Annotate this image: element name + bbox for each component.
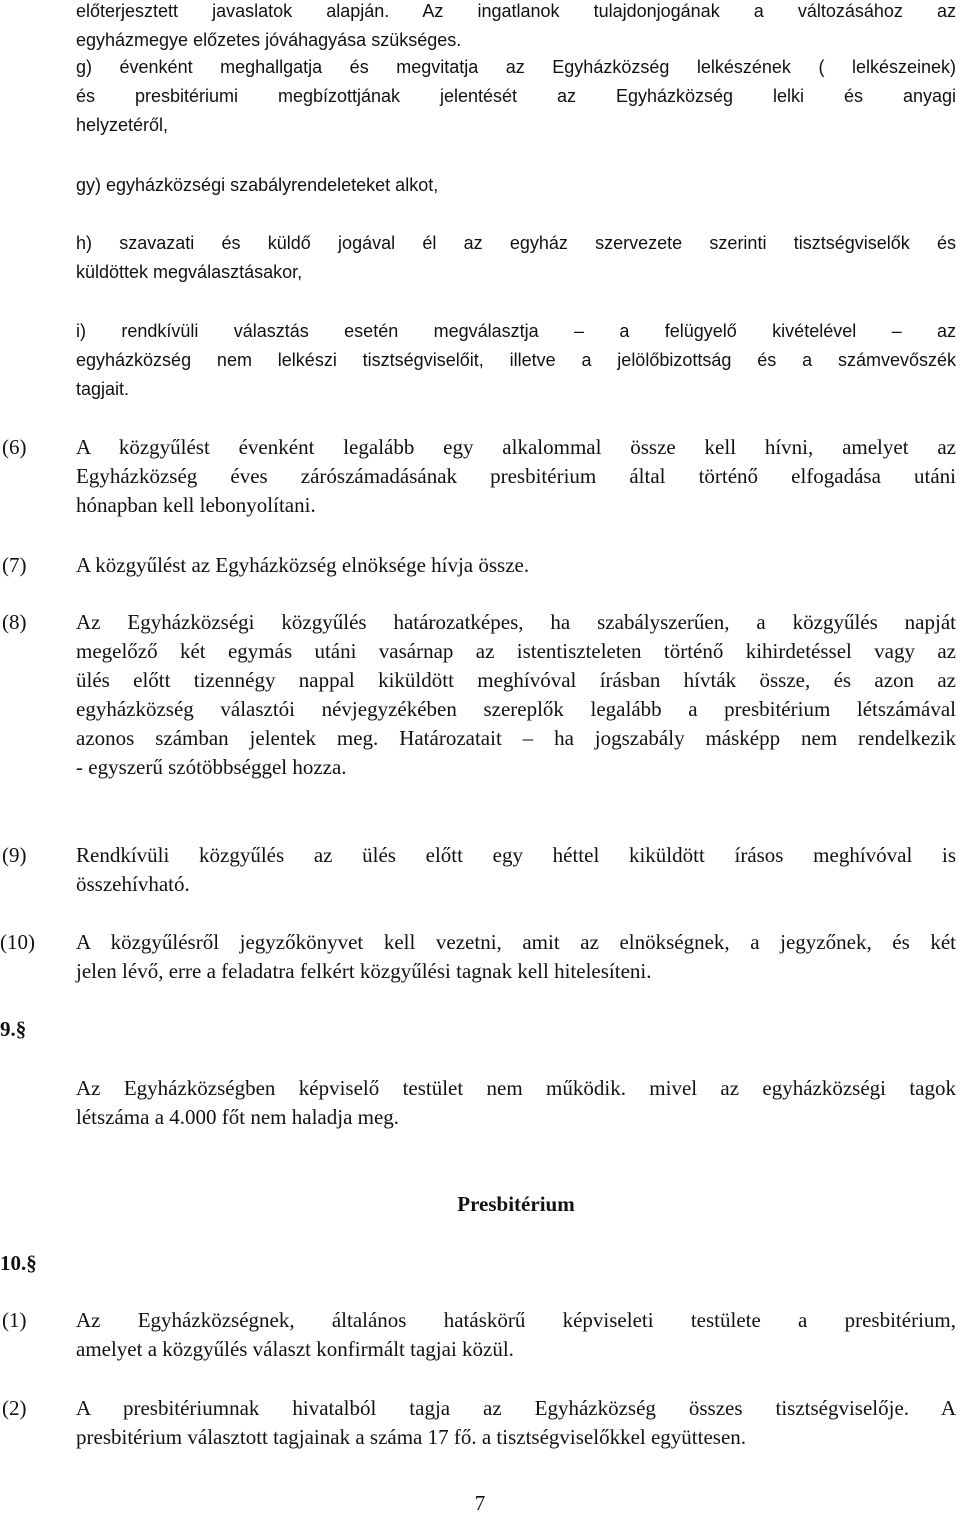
text-line: egyházmegye előzetes jóváhagyása szükséges. <box>76 30 462 50</box>
text-line: jelen lévő, erre a feladatra felkért közgyűlési tagnak kell hitelesíteni. <box>76 959 652 983</box>
item-h <box>76 229 956 287</box>
text-line: megelőző két egymás utáni vasárnap az istentiszteleten történő kihirdetéssel vagy az <box>76 639 956 663</box>
paragraph-6 <box>76 433 956 520</box>
paragraph-8 <box>76 608 956 782</box>
text-line: A közgyűlést évenként legalább egy alkalommal össze kell hívni, amelyet az <box>76 435 956 459</box>
text-line: A közgyűlésről jegyzőkönyvet kell vezetni, amit az elnökségnek, a jegyzőnek, és két <box>76 930 956 954</box>
text-line: Egyházközség éves zárószámadásának presbitérium által történő elfogadása utáni <box>76 464 956 488</box>
text-line: presbitérium választott tagjainak a száma 17 fő. a tisztségviselőkkel együttesen. <box>76 1425 747 1449</box>
section-label: 9.§ <box>0 1017 27 1041</box>
page-number: 7 <box>474 1491 486 1515</box>
text-line: azonos számban jelentek meg. Határozatait – ha jogszabály másképp nem rendelkezik <box>76 726 956 750</box>
paragraph-number: (2) <box>2 1396 27 1420</box>
item-gy <box>76 171 956 200</box>
text-line: - egyszerű szótöbbséggel hozza. <box>76 755 347 779</box>
text-line: egyházközség választói névjegyzékében szereplők legalább a presbitérium létszámával <box>76 697 956 721</box>
paragraph-number: (10) <box>0 930 35 954</box>
text-line: egyházközség nem lelkészi tisztségviselőit, illetve a jelölőbizottság és a számvevőszék <box>76 350 956 370</box>
text-line: Az Egyházközségben képviselő testület nem működik. mivel az egyházközségi tagok <box>76 1076 956 1100</box>
text-line: Az Egyházközségnek, általános hatáskörű képviseleti testülete a presbitérium, <box>76 1308 956 1332</box>
paragraph-number: (7) <box>2 553 27 577</box>
paragraph-number: (9) <box>2 843 27 867</box>
text-line: összehívható. <box>76 872 190 896</box>
text-line: tagjait. <box>76 379 130 399</box>
text-line: amelyet a közgyűlés választ konfirmált tagjai közül. <box>76 1337 514 1361</box>
text-line: ülés előtt tizennégy nappal kiküldött meghívóval írásban hívták össze, és azon az <box>76 668 956 692</box>
text-line: A presbitériumnak hivatalból tagja az Egyházközség összes tisztségviselője. A <box>76 1396 956 1420</box>
paragraph-7 <box>76 551 956 580</box>
intro-paragraph <box>76 0 956 55</box>
paragraph-number: (6) <box>2 435 27 459</box>
paragraph-10 <box>76 928 956 986</box>
paragraph-number: (8) <box>2 610 27 634</box>
section-10-paragraph-2 <box>76 1394 956 1452</box>
paragraph-number: (1) <box>2 1308 27 1332</box>
text-line: g) évenként meghallgatja és megvitatja az Egyházközség lelkészének ( lelkészeinek) <box>76 57 956 77</box>
section-10-paragraph-1 <box>76 1306 956 1364</box>
text-line: Rendkívüli közgyűlés az ülés előtt egy héttel kiküldött írásos meghívóval is <box>76 843 956 867</box>
paragraph-9 <box>76 841 956 899</box>
text-line: A közgyűlést az Egyházközség elnöksége hívja össze. <box>76 553 530 577</box>
text-line: helyzetéről, <box>76 115 169 135</box>
section-9-text <box>76 1074 956 1132</box>
text-line: gy) egyházközségi szabályrendeleteket alkot, <box>76 175 439 195</box>
text-line: előterjesztett javaslatok alapján. Az ingatlanok tulajdonjogának a változásához az <box>76 1 956 21</box>
text-line: i) rendkívüli választás esetén megválasztja – a felügyelő kivételével – az <box>76 321 956 341</box>
section-heading: Presbitérium <box>457 1192 575 1216</box>
item-i <box>76 317 956 404</box>
text-line: küldöttek megválasztásakor, <box>76 262 303 282</box>
text-line: Az Egyházközségi közgyűlés határozatképes, ha szabályszerűen, a közgyűlés napját <box>76 610 956 634</box>
text-line: létszáma a 4.000 főt nem haladja meg. <box>76 1105 400 1129</box>
text-line: hónapban kell lebonyolítani. <box>76 493 316 517</box>
text-line: és presbitériumi megbízottjának jelentését az Egyházközség lelki és anyagi <box>76 86 956 106</box>
text-line: h) szavazati és küldő jogával él az egyház szervezete szerinti tisztségviselők és <box>76 233 956 253</box>
section-label: 10.§ <box>0 1251 37 1275</box>
item-g <box>76 53 956 140</box>
